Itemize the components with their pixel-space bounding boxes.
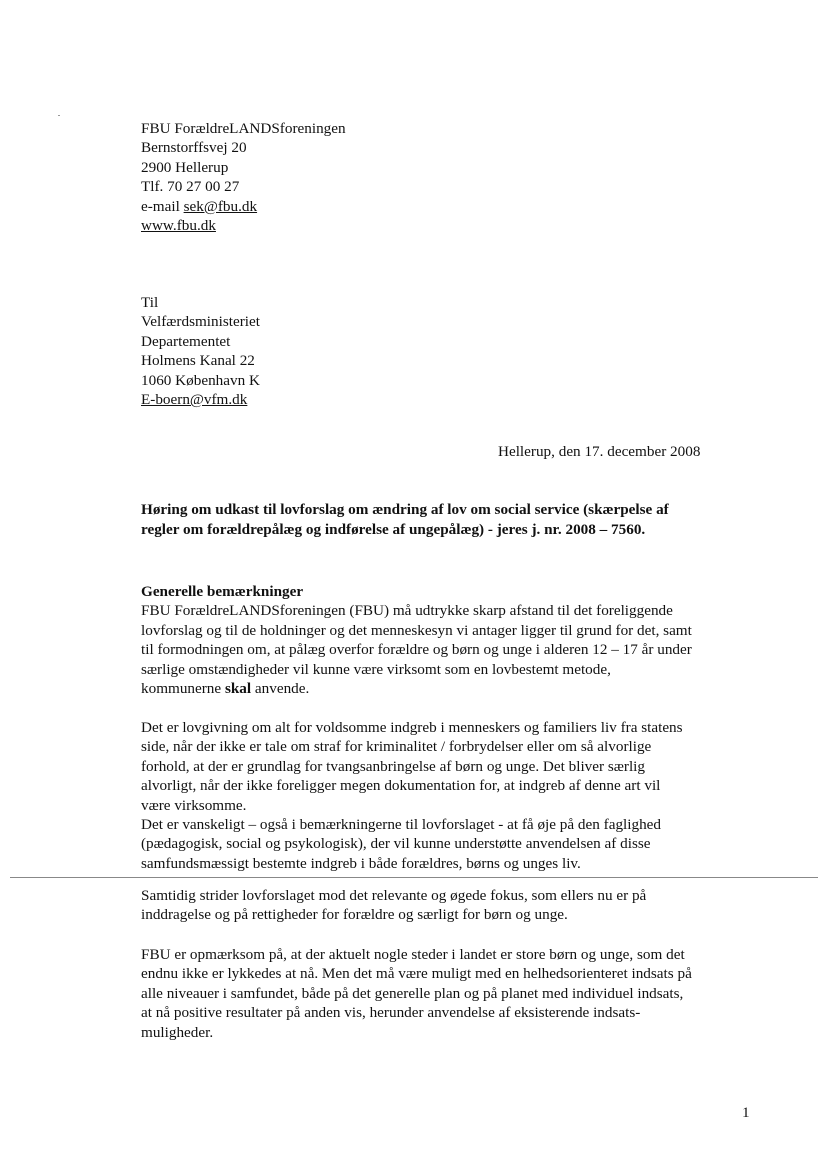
sender-email-link[interactable]: sek@fbu.dk (183, 197, 258, 215)
paragraph-line: side, når der ikke er tale om straf for kriminalitet / forbrydelser eller om så alvorlige (141, 738, 652, 756)
sender-email-line (141, 197, 346, 216)
paragraph-3 (141, 886, 781, 925)
paragraph-line: (pædagogisk, social og psykologisk), der vil kunne understøtte anvendelsen af disse (141, 835, 651, 853)
paragraph-line: forhold, at der er grundlag for tvangsanbringelse af børn og unge. Det bliver særlig (141, 757, 645, 775)
subject-line-2: regler om forældrepålæg og indførelse af ungepålæg) - jeres j. nr. 2008 – 7560. (141, 521, 646, 538)
subject-line-1: Høring om udkast til lovforslag om ændring af lov om social service (skærpelse af (141, 501, 669, 518)
paragraph-line: være virksomme. (141, 796, 247, 814)
paragraph-line: samfundsmæssigt bestemte indgreb i både forældres, børns og unges liv. (141, 854, 581, 872)
text-run: kommunerne (141, 680, 225, 698)
scan-divider-line (10, 877, 818, 878)
paragraph-line: alvorligt, når der ikke foreligger megen dokumentation for, at indgreb af denne art vil (141, 777, 661, 795)
paragraph-line: inddragelse og på rettigheder for forældre og særligt for børn og unge. (141, 906, 568, 924)
sender-phone: Tlf. 70 27 00 27 (141, 178, 240, 196)
recipient-dept: Departementet (141, 332, 231, 350)
paragraph-line: endnu ikke er lykkedes at nå. Men det må være muligt med en helhedsorienteret indsats på (141, 965, 692, 983)
section-heading: Generelle bemærkninger (141, 583, 304, 600)
sender-website-link[interactable]: www.fbu.dk (141, 217, 216, 235)
recipient-org: Velfærdsministeriet (141, 313, 260, 331)
sender-name: FBU ForældreLANDSforeningen (141, 120, 346, 137)
paragraph-line: lovforslag og til de holdninger og det menneskesyn vi antager ligger til grund for det, samt (141, 621, 692, 639)
paragraph-line: Det er lovgivning om alt for voldsomme indgreb i menneskers og familiers liv fra statens (141, 719, 683, 736)
paragraph-line: Samtidig strider lovforslaget mod det relevante og øgede fokus, som ellers nu er på (141, 887, 647, 904)
recipient-to: Til (141, 294, 159, 311)
paragraph-line: muligheder. (141, 1023, 214, 1041)
recipient-email-link[interactable]: E-boern@vfm.dk (141, 391, 248, 409)
text-run: anvende. (251, 680, 310, 698)
paragraph-line: Det er vanskeligt – også i bemærkningerne til lovforslaget - at få øje på den faglighed (141, 816, 662, 834)
paragraph-line: FBU ForældreLANDSforeningen (FBU) må udtrykke skarp afstand til det foreliggende (141, 602, 673, 620)
paragraph-2 (141, 718, 781, 873)
recipient-street: Holmens Kanal 22 (141, 352, 255, 370)
paragraph-line: alle niveauer i samfundet, både på det generelle plan og på planet med individuel indsats, (141, 984, 684, 1002)
sender-street: Bernstorffsvej 20 (141, 139, 247, 157)
letter-subject (141, 500, 669, 540)
paragraph-line: FBU er opmærksom på, at der aktuelt nogle steder i landet er store børn og unge, som det (141, 946, 685, 963)
paragraph-line: til formodningen om, at pålæg overfor forældre og børn og unge i alderen 12 – 17 år under (141, 641, 692, 659)
sender-email-label: e-mail (141, 197, 184, 215)
paragraph-line (141, 679, 781, 698)
page-number: 1 (742, 1104, 750, 1121)
emphasis-skal: skal (224, 680, 252, 698)
paragraph-line: at nå positive resultater på anden vis, herunder anvendelse af eksisterende indsats- (141, 1004, 641, 1022)
sender-city: 2900 Hellerup (141, 158, 229, 176)
letter-date: Hellerup, den 17. december 2008 (498, 443, 701, 460)
paragraph-4 (141, 945, 781, 1042)
section-general (141, 582, 781, 698)
recipient-city: 1060 København K (141, 371, 260, 389)
scan-speck (58, 115, 60, 116)
sender-address (141, 119, 346, 235)
recipient-address (141, 293, 260, 409)
paragraph-line: særlige omstændigheder vil kunne være virksomt som en lovbestemt metode, (141, 660, 611, 678)
